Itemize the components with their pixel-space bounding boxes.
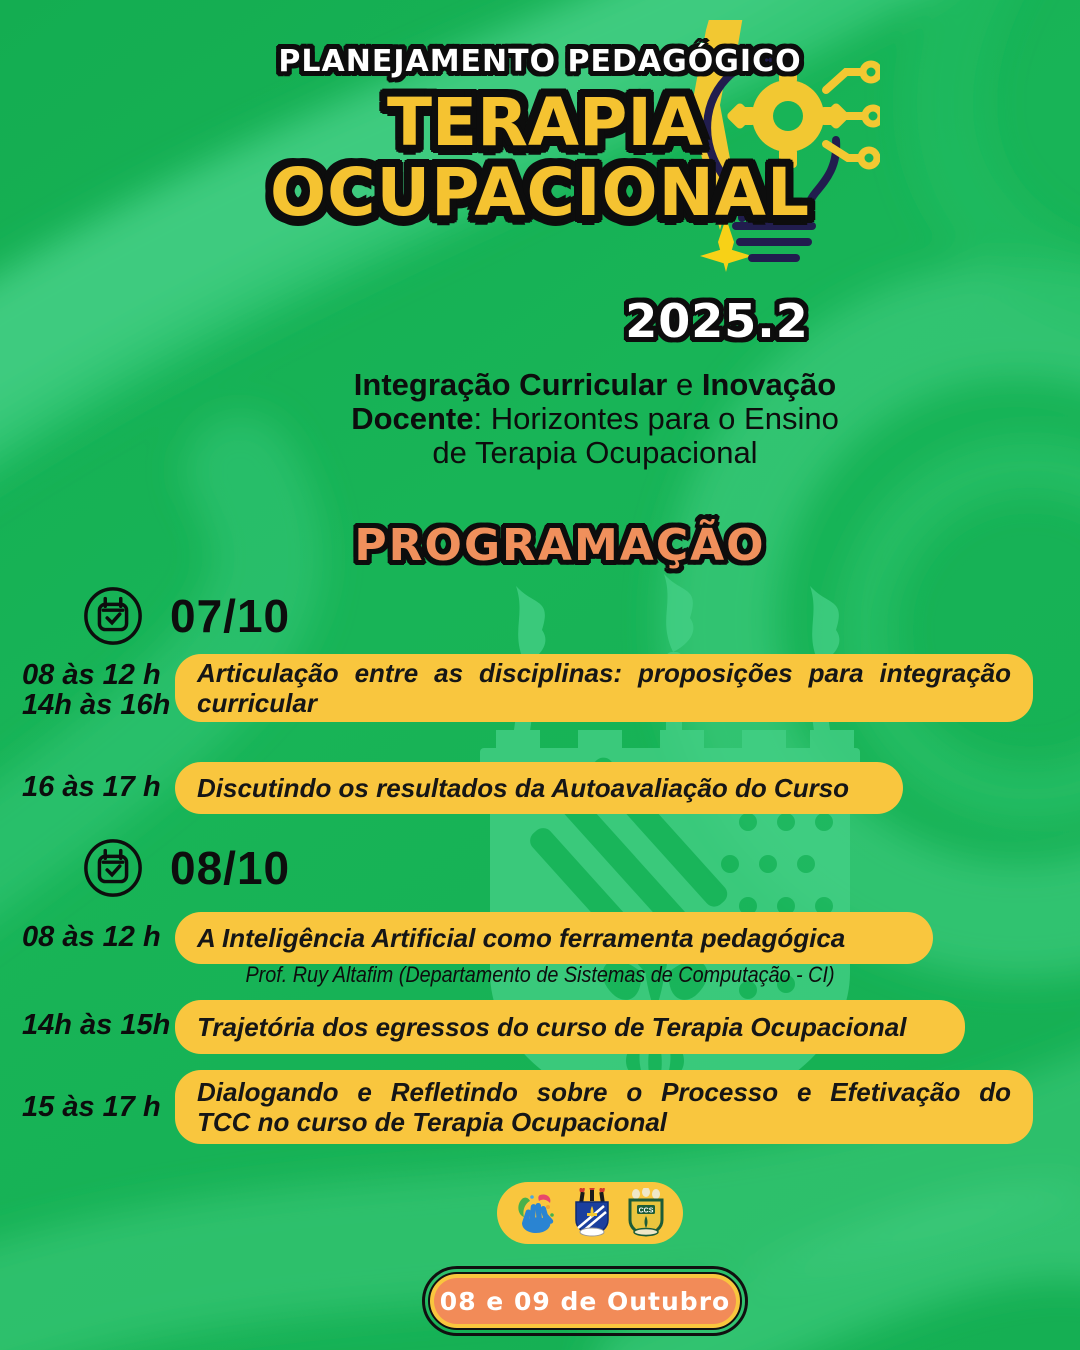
subtitle-normal-2: : Horizontes para o Ensino bbox=[473, 401, 839, 436]
ufpb-crest-logo bbox=[570, 1188, 614, 1238]
session-pill: A Inteligência Artificial como ferramenta pedagógica bbox=[175, 912, 933, 964]
dates-button-label: 08 e 09 de Outubro bbox=[434, 1278, 736, 1324]
ccs-crest-logo bbox=[624, 1188, 668, 1238]
event-dates-button bbox=[422, 1266, 748, 1336]
dates-button-ring bbox=[428, 1272, 742, 1330]
subtitle-normal-1: e bbox=[667, 367, 702, 402]
subtitle-line-3: de Terapia Ocupacional bbox=[432, 435, 758, 470]
session-time: 08 às 12 h 14h às 16h bbox=[22, 659, 171, 721]
session-pill: Discutindo os resultados da Autoavaliação do Curso bbox=[175, 762, 903, 814]
session-time: 15 às 17 h bbox=[22, 1091, 161, 1123]
day1-date: 07/10 bbox=[170, 590, 291, 642]
subtitle-bold-3: Docente bbox=[351, 401, 474, 436]
edition-badge: 2025.2 bbox=[625, 294, 809, 348]
subtitle-bold-1: Integração Curricular bbox=[353, 367, 668, 402]
session-pill: Trajetória dos egressos do curso de Terapia Ocupacional bbox=[175, 1000, 965, 1054]
session-pill: Articulação entre as disciplinas: proposições para integração curricular bbox=[175, 654, 1033, 722]
event-subtitle bbox=[245, 368, 945, 470]
calendar-check-icon bbox=[82, 837, 144, 899]
poster-title-line1: TERAPIA bbox=[386, 84, 703, 161]
day1-header bbox=[82, 585, 290, 647]
session-speaker: Prof. Ruy Altafim (Departamento de Sistemas de Computação - CI) bbox=[245, 962, 835, 987]
section-title-programacao: PROGRAMAÇÃO bbox=[354, 520, 766, 571]
session-time: 14h às 15h bbox=[22, 1009, 171, 1041]
day2-date: 08/10 bbox=[170, 842, 291, 894]
day2-header bbox=[82, 837, 290, 899]
calendar-check-icon bbox=[82, 585, 144, 647]
logos-bar bbox=[497, 1182, 683, 1244]
session-time: 16 às 17 h bbox=[22, 771, 161, 803]
session-time: 08 às 12 h bbox=[22, 921, 161, 953]
svg-text:CCS: CCS bbox=[638, 1207, 654, 1215]
session-pill: Dialogando e Refletindo sobre o Processo e Efetivação do TCC no curso de Terapia Ocupacional bbox=[175, 1070, 1033, 1144]
kicker-title: PLANEJAMENTO PEDAGÓGICO bbox=[278, 44, 802, 79]
subtitle-bold-2: Inovação bbox=[701, 367, 837, 402]
occupational-therapy-hand-logo bbox=[512, 1189, 560, 1237]
poster-title-line2: OCUPACIONAL bbox=[270, 154, 810, 231]
